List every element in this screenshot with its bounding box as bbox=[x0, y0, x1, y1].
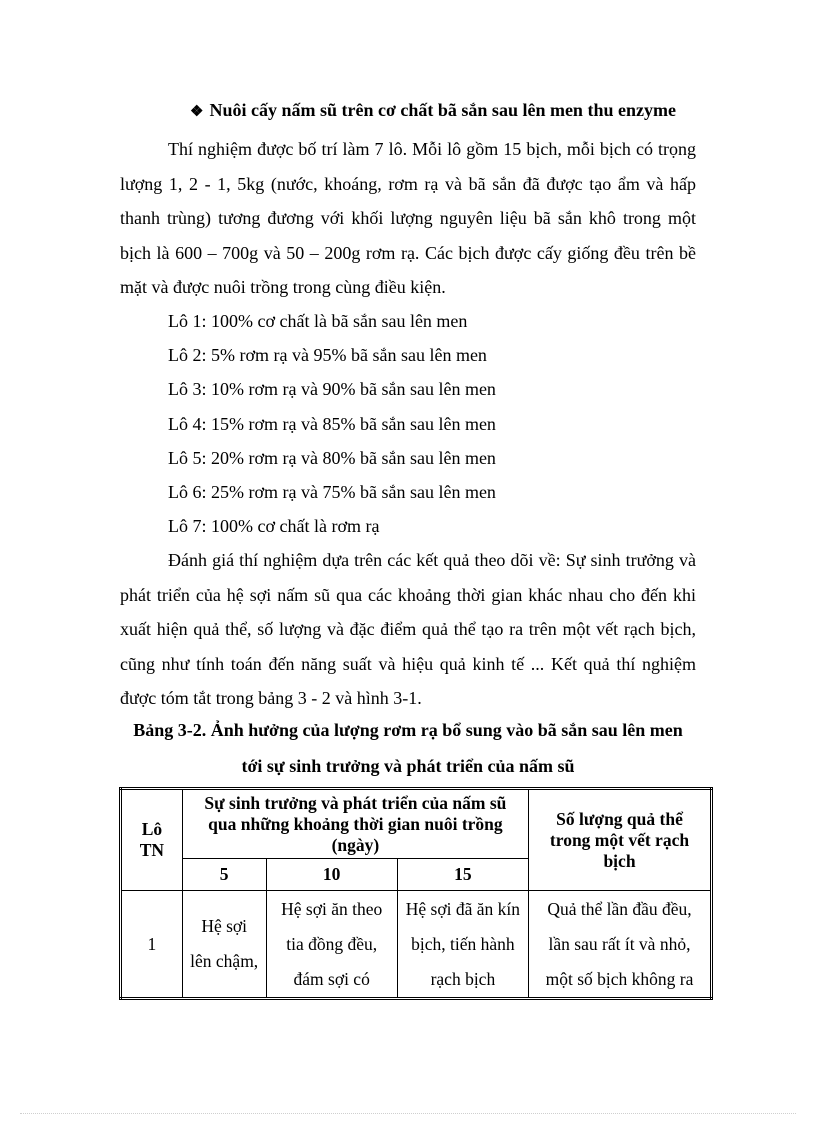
header-day-10: 10 bbox=[266, 859, 397, 891]
row-lot-cell: 1 bbox=[121, 891, 183, 999]
header-lot bbox=[121, 789, 183, 891]
intro-paragraph bbox=[120, 132, 696, 305]
intro-paragraph-text: Thí nghiệm được bố trí làm 7 lô. Mỗi lô gồm 15 bịch, mỗi bịch có trọng lượng 1, 2 - 1, 5kg (nước, khoáng, rơm rạ và bã sắn đã được tạo ẩm và hấp thanh trùng) tương đương với khối lượng nguyên liệu bã sắn khô trong một bịch là 600 – 700g và 50 – 200g rơm rạ. Các bịch được cấy giống đều trên bề mặt và được nuôi trồng trong cùng điều kiện. bbox=[120, 139, 696, 297]
table-caption-line-1: Bảng 3-2. Ảnh hưởng của lượng rơm rạ bổ sung vào bã sắn sau lên men bbox=[133, 720, 683, 740]
lot-item: Lô 7: 100% cơ chất là rơm rạ bbox=[168, 516, 380, 536]
header-lot-text: Lô TN bbox=[139, 819, 165, 860]
row-day-5-text: Hệ sợi lên chậm, bbox=[190, 916, 259, 971]
row-fruit-count-cell bbox=[529, 891, 712, 999]
growth-table bbox=[119, 787, 713, 1000]
evaluation-paragraph-text: Đánh giá thí nghiệm dựa trên các kết quả theo dõi về: Sự sinh trưởng và phát triển của hệ sợi nấm sũ qua các khoảng thời gian khác nhau cho đến khi xuất hiện quả thể, số lượng và đặc điểm quả thể tạo ra trên một vết rạch bịch, cũng như tính toán đến năng suất và hiệu quả kinh tế ... Kết quả thí nghiệm được tóm tắt trong bảng 3 - 2 và hình 3-1. bbox=[120, 550, 696, 708]
row-day-5-cell bbox=[182, 891, 266, 999]
header-growth-text: Sự sinh trưởng và phát triển của nấm sũ qua những khoảng thời gian nuôi trồng (ngày) bbox=[204, 792, 507, 855]
section-heading bbox=[190, 100, 676, 121]
section-heading-text: Nuôi cấy nấm sũ trên cơ chất bã sắn sau lên men thu enzyme bbox=[209, 100, 676, 120]
table-caption-line-2: tới sự sinh trưởng và phát triển của nấm sũ bbox=[241, 756, 575, 776]
header-day-5: 5 bbox=[182, 859, 266, 891]
lot-item: Lô 3: 10% rơm rạ và 90% bã sắn sau lên men bbox=[168, 379, 496, 399]
lot-item: Lô 5: 20% rơm rạ và 80% bã sắn sau lên men bbox=[168, 448, 496, 468]
table-row bbox=[121, 891, 712, 999]
row-day-15-cell bbox=[397, 891, 528, 999]
lot-item: Lô 6: 25% rơm rạ và 75% bã sắn sau lên men bbox=[168, 482, 496, 502]
lot-item: Lô 1: 100% cơ chất là bã sắn sau lên men bbox=[168, 311, 468, 331]
header-growth bbox=[182, 789, 528, 859]
header-fruit-count bbox=[529, 789, 712, 891]
page-bottom-rule bbox=[20, 1113, 796, 1114]
diamond-bullet-icon: ❖ bbox=[190, 104, 204, 120]
evaluation-paragraph bbox=[120, 543, 696, 716]
row-day-10-text: Hệ sợi ăn theo tia đồng đều, đám sợi có bbox=[281, 898, 383, 989]
row-fruit-count-text: Quả thể lần đầu đều, lần sau rất ít và nhỏ, một số bịch không ra bbox=[545, 898, 694, 989]
header-fruit-count-text: Số lượng quả thể trong một vết rạch bịch bbox=[549, 808, 690, 871]
row-day-10-cell bbox=[266, 891, 397, 999]
lot-item: Lô 2: 5% rơm rạ và 95% bã sắn sau lên men bbox=[168, 345, 487, 365]
row-day-15-text: Hệ sợi đã ăn kín bịch, tiến hành rạch bịch bbox=[405, 898, 521, 989]
lot-item: Lô 4: 15% rơm rạ và 85% bã sắn sau lên men bbox=[168, 414, 496, 434]
header-day-15: 15 bbox=[397, 859, 528, 891]
